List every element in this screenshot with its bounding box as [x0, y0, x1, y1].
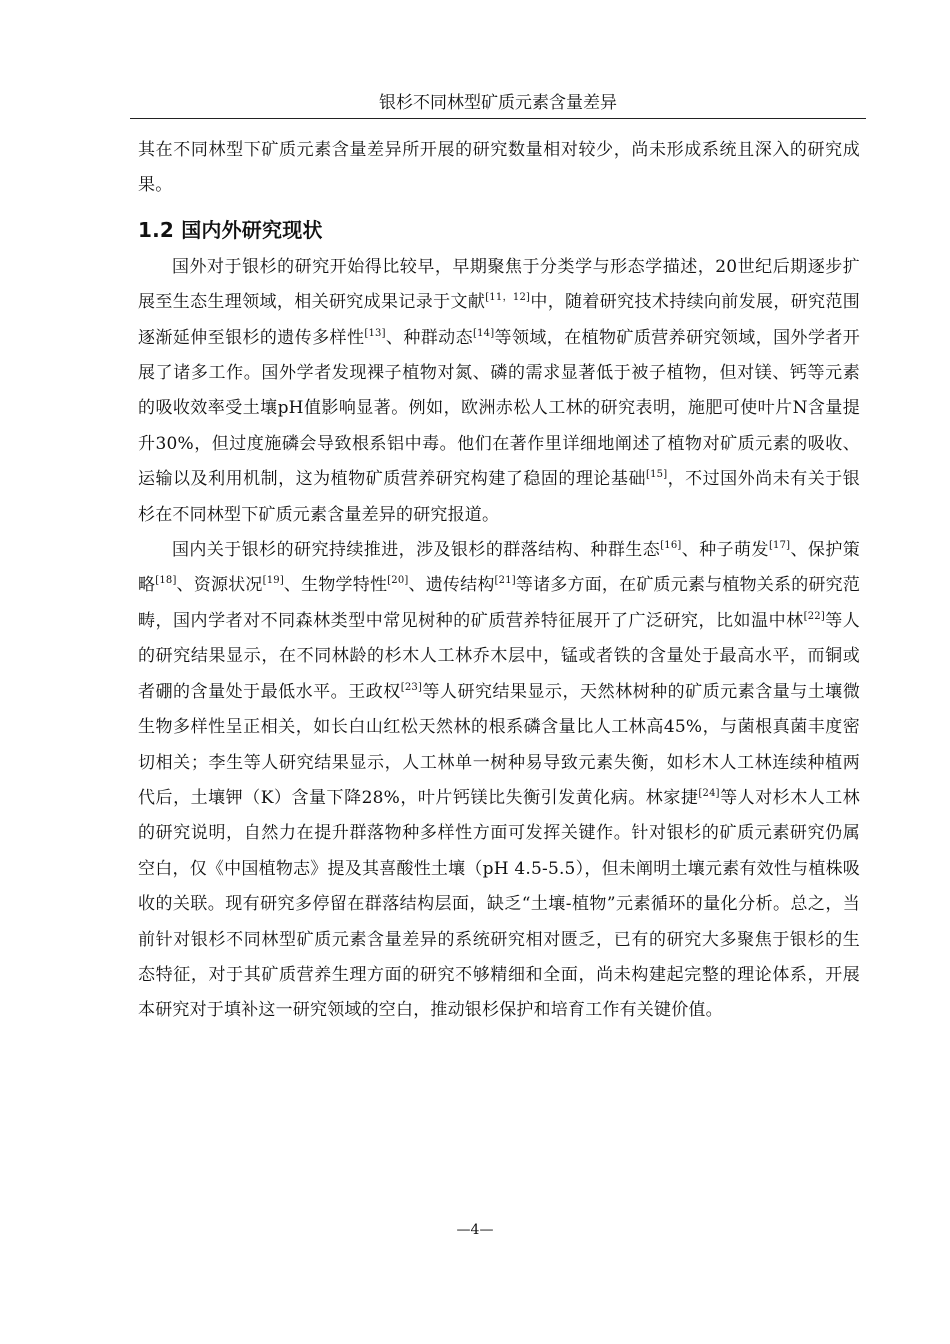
citation-16: [16]: [660, 540, 682, 552]
p2-text-f: 、遗传结构: [408, 575, 495, 596]
p2-text-g: 等诸多方面，在矿质元素与植物关系的研究范畴，国内学者对不同森林类型中常见树种的矿质营养特征展开了广泛研究，比如温中林: [138, 575, 861, 631]
p2-text-i: 等人研究结果显示，天然林树种的矿质元素含量与土壤微生物多样性呈正相关，如长白山红松天然林的根系磷含量比人工林高45%，与菌根真菌丰度密切相关；李生等人研究结果显示，人工林单一树种易导致元素失衡，如杉木人工林连续种植两代后，土壤钾（K）含量下降28%，叶片钙镁比失衡引发黄化病。林家捷: [138, 681, 861, 808]
paragraph-domestic-research: [138, 533, 860, 1029]
citation-13: [13]: [364, 327, 386, 339]
citation-20: [20]: [387, 575, 409, 587]
p2-text-b: 、种子萌发: [681, 540, 769, 561]
p1-text-c: 、种群动态: [385, 327, 473, 348]
p2-text-c: 、保护策略: [138, 540, 861, 596]
citation-19: [19]: [262, 575, 284, 587]
paragraph-foreign-research: [138, 250, 860, 533]
running-header: [130, 88, 866, 119]
p2-text-e: 、生物学特性: [283, 575, 388, 596]
citation-23: [23]: [400, 681, 423, 693]
page-number: —4—: [456, 1222, 494, 1238]
citation-22: [22]: [803, 610, 825, 622]
p1-text-d: 等领域，在植物矿质营养研究领域，国外学者开展了诸多工作。国外学者发现裸子植物对氮、磷的需求显著低于被子植物，但对镁、钙等元素的吸收效率受土壤pH值影响显著。例如，欧洲赤松人工林的研究表明，施肥可使叶片N含量提升30%，但过度施磷会导致根系铝中毒。他们在著作里详细地阐述了植物对矿质元素的吸收、运输以及利用机制，这为植物矿质营养研究构建了稳固的理论基础: [138, 327, 860, 490]
p2-text-j: 等人对杉木人工林的研究说明，自然力在提升群落物种多样性方面可发挥关键作。针对银杉的矿质元素研究仍属空白，仅《中国植物志》提及其喜酸性土壤（pH 4.5-5.5），但未阐明土壤元素有效性与植株吸收的关联。现有研究多停留在群落结构层面，缺乏“土壤-植物”元素循环的量化分析。总之，当前针对银杉不同林型矿质元素含量差异的系统研究相对匮乏，已有的研究大多聚焦于银杉的生态特征，对于其矿质营养生理方面的研究不够精细和全面，尚未构建起完整的理论体系，开展本研究对于填补这一研究领域的空白，推动银杉保护和培育工作有关键价值。: [138, 787, 860, 1021]
citation-24: [24]: [698, 787, 720, 799]
citation-15: [15]: [645, 469, 668, 481]
page-body: [138, 133, 860, 1029]
citation-21: [21]: [494, 575, 516, 587]
p2-text-a: 国内关于银杉的研究持续推进，涉及银杉的群落结构、种群生态: [172, 540, 661, 561]
p2-text-d: 、资源状况: [176, 575, 263, 596]
section-heading: 1.2 国内外研究现状: [138, 217, 323, 242]
p2-text-h: 等人的研究结果显示，在不同林龄的杉木人工林乔木层中，锰或者铁的含量处于最高水平，而铜或者硼的含量处于最低水平。王政权: [138, 610, 860, 702]
citation-17: [17]: [768, 540, 791, 552]
p1-text-b: 中，随着研究技术持续向前发展，研究范围逐渐延伸至银杉的遗传多样性: [138, 292, 860, 348]
citation-18: [18]: [155, 575, 177, 587]
citation-14: [14]: [472, 327, 495, 339]
citation-11-12: [11，12]: [485, 292, 531, 304]
header-title: 银杉不同林型矿质元素含量差异: [379, 93, 617, 113]
p1-text-e: ，不过国外尚未有关于银杉在不同林型下矿质元素含量差异的研究报道。: [138, 469, 860, 525]
intro-paragraph: 其在不同林型下矿质元素含量差异所开展的研究数量相对较少，尚未形成系统且深入的研究成果。: [138, 140, 860, 196]
p1-text-a: 国外对于银杉的研究开始得比较早，早期聚焦于分类学与形态学描述，20世纪后期逐步扩展至生态生理领域，相关研究成果记录于文献: [138, 256, 860, 313]
